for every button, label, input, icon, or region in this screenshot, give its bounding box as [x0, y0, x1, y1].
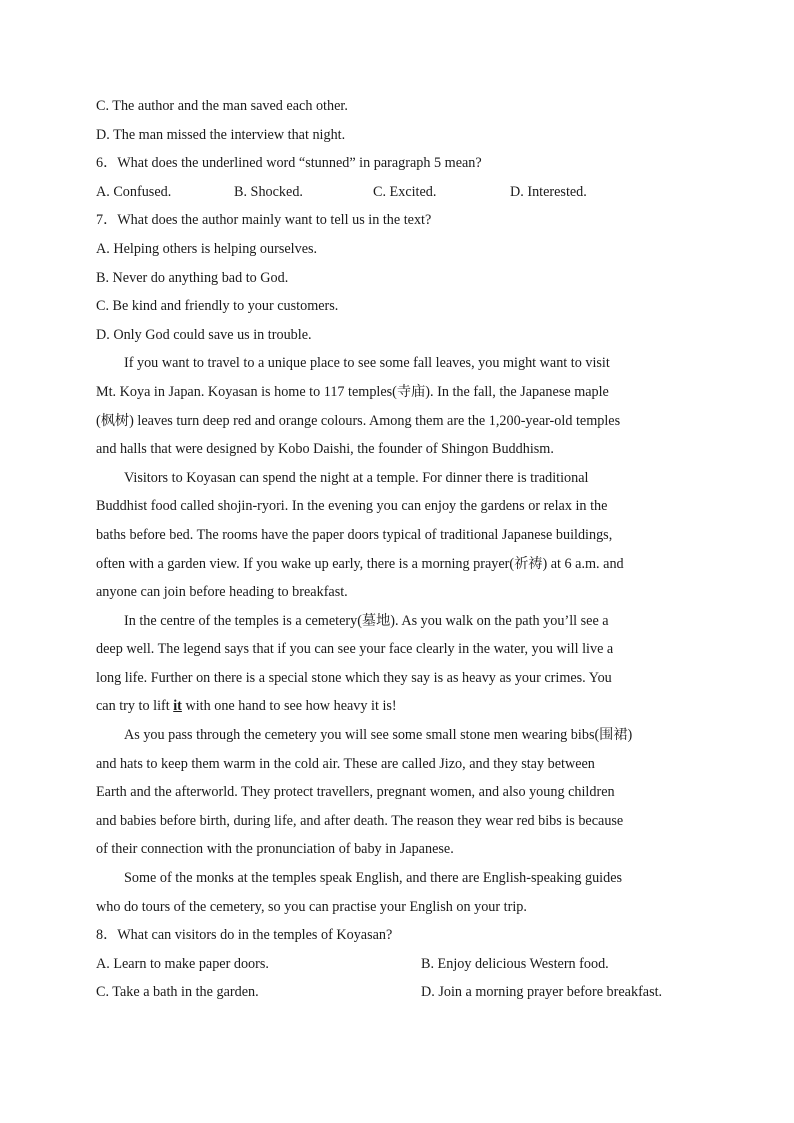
- passage-line: and hats to keep them warm in the cold air. These are called Jizo, and they stay between: [96, 755, 595, 772]
- passage-line: of their connection with the pronunciation of baby in Japanese.: [96, 841, 454, 858]
- passage-line-with-underline: [96, 692, 706, 721]
- q6-option-a: A. Confused.: [96, 183, 172, 200]
- passage-paragraph-2: [96, 464, 706, 607]
- passage-line: Earth and the afterworld. They protect travellers, pregnant women, and also young children: [96, 784, 615, 801]
- passage-paragraph-3: [96, 607, 706, 721]
- q8-option-d: D. Join a morning prayer before breakfast.: [421, 984, 663, 1001]
- q6-options: [96, 178, 706, 207]
- passage-line: Some of the monks at the temples speak English, and there are English-speaking guides: [124, 870, 623, 887]
- passage-text: with one hand to see how heavy it is!: [181, 698, 397, 715]
- q8-options-row-2: [96, 978, 706, 1007]
- underlined-word-it: it: [173, 698, 182, 715]
- q7-option-d: D. Only God could save us in trouble.: [96, 326, 312, 343]
- passage-line: In the centre of the temples is a cemetery(墓地). As you walk on the path you’ll see a: [124, 612, 609, 629]
- q8-option-a: A. Learn to make paper doors.: [96, 955, 269, 972]
- q8-option-b: B. Enjoy delicious Western food.: [421, 955, 609, 972]
- passage-paragraph-1: [96, 349, 706, 463]
- q5-option-c: C. The author and the man saved each other.: [96, 98, 348, 114]
- passage-line: Visitors to Koyasan can spend the night at a temple. For dinner there is traditional: [124, 469, 589, 486]
- passage-text: can try to lift: [96, 698, 174, 715]
- q7-option-c: C. Be kind and friendly to your customers.: [96, 298, 339, 315]
- q8-question: 8．What can visitors do in the temples of Koyasan?: [96, 927, 393, 944]
- passage-line: and halls that were designed by Kobo Daishi, the founder of Shingon Buddhism.: [96, 441, 554, 458]
- passage-paragraph-5: [96, 864, 706, 921]
- q6-option-d: D. Interested.: [510, 183, 587, 200]
- passage-line: long life. Further on there is a special stone which they say is as heavy as your crimes. You: [96, 669, 612, 686]
- passage-paragraph-4: [96, 721, 706, 864]
- q5-option-d: D. The man missed the interview that night.: [96, 126, 346, 143]
- passage-line: If you want to travel to a unique place to see some fall leaves, you might want to visit: [124, 355, 610, 372]
- passage-line: As you pass through the cemetery you will see some small stone men wearing bibs(围裙): [124, 727, 633, 744]
- q6-question: 6．What does the underlined word “stunned” in paragraph 5 mean?: [96, 155, 482, 172]
- passage-line: deep well. The legend says that if you can see your face clearly in the water, you will live a: [96, 641, 614, 658]
- document-page: [96, 92, 706, 1007]
- q7-option-a: A. Helping others is helping ourselves.: [96, 240, 318, 257]
- q6-option-c: C. Excited.: [373, 183, 437, 200]
- passage-line: and babies before birth, during life, and after death. The reason they wear red bibs is because: [96, 812, 624, 829]
- passage-line: anyone can join before heading to breakfast.: [96, 584, 348, 601]
- passage-line: Mt. Koya in Japan. Koyasan is home to 117 temples(寺庙). In the fall, the Japanese maple: [96, 383, 609, 400]
- passage-line: Buddhist food called shojin-ryori. In the evening you can enjoy the gardens or relax in the: [96, 498, 608, 515]
- passage-line: (枫树) leaves turn deep red and orange colours. Among them are the 1,200-year-old temples: [96, 412, 621, 429]
- q6-option-b: B. Shocked.: [234, 183, 303, 200]
- passage-line: who do tours of the cemetery, so you can practise your English on your trip.: [96, 898, 527, 915]
- q8-option-c: C. Take a bath in the garden.: [96, 984, 259, 1001]
- q8-options-row-1: [96, 950, 706, 979]
- passage-line: often with a garden view. If you wake up early, there is a morning prayer(祈祷) at 6 a.m. and: [96, 555, 624, 572]
- q7-question: 7．What does the author mainly want to tell us in the text?: [96, 212, 432, 229]
- q7-option-b: B. Never do anything bad to God.: [96, 269, 289, 286]
- passage-line: baths before bed. The rooms have the paper doors typical of traditional Japanese buildings,: [96, 526, 613, 543]
